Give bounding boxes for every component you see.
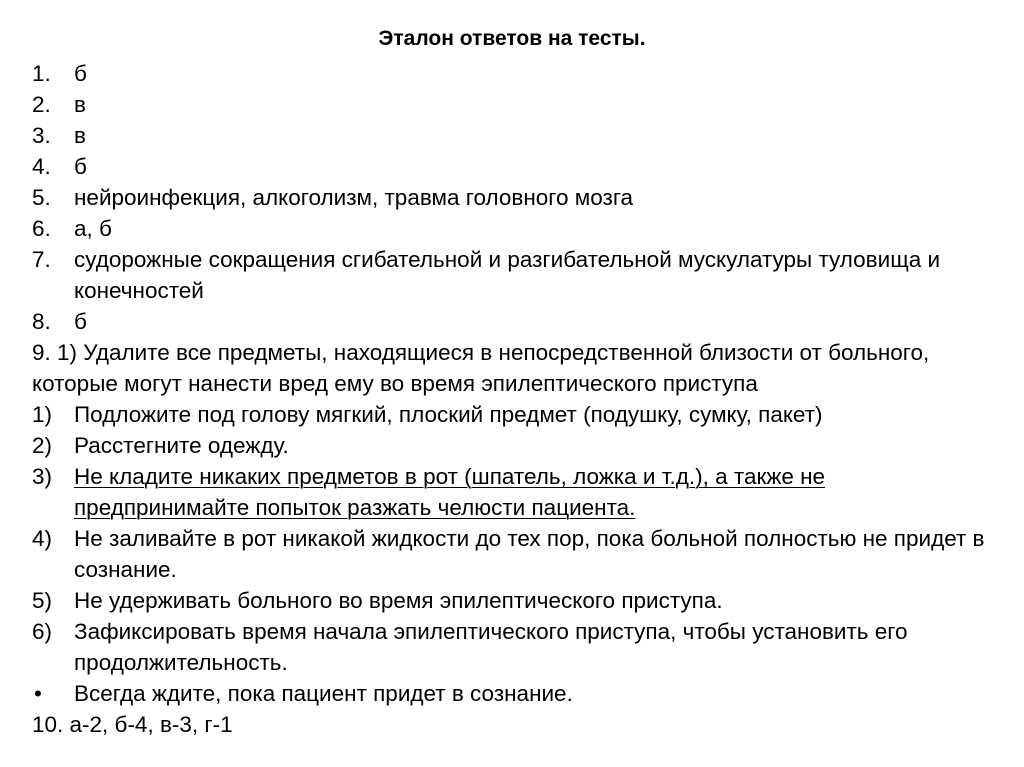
answer-text: а, б xyxy=(74,216,112,241)
answer-item-4 xyxy=(32,151,1002,182)
answer-text: б xyxy=(74,154,87,179)
answer-9-number: 9. 1) xyxy=(32,340,78,365)
step-text: Подложите под голову мягкий, плоский предмет (подушку, сумку, пакет) xyxy=(74,402,823,427)
answer-item-2 xyxy=(32,89,1002,120)
answer-number: 3. xyxy=(32,123,51,148)
answer-item-3 xyxy=(32,120,1002,151)
step-text: Не заливайте в рот никакой жидкости до тех пор, пока больной полностью не придет в сознание. xyxy=(74,526,985,582)
answer-text: нейроинфекция, алкоголизм, травма головного мозга xyxy=(74,185,634,210)
step-item-6 xyxy=(32,616,1002,678)
step-number: 3) xyxy=(32,464,53,489)
step-text: Не удерживать больного во время эпилептического приступа. xyxy=(74,588,723,613)
bullet-item xyxy=(32,678,1002,709)
step-item-5 xyxy=(32,585,1002,616)
answer-number: 6. xyxy=(32,216,51,241)
answer-text xyxy=(32,337,1002,399)
step-number: 6) xyxy=(32,619,53,644)
step-text-underlined: Не кладите никаких предметов в рот (шпатель, ложка и т.д.), а также не предпринимайте попыток разжать челюсти пациента. xyxy=(74,464,826,520)
step-item-1 xyxy=(32,399,1002,430)
answer-item-1 xyxy=(32,58,1002,89)
step-number: 4) xyxy=(32,526,53,551)
answer-item-10 xyxy=(32,709,1002,740)
answer-number: 8. xyxy=(32,309,51,334)
answer-text: судорожные сокращения сгибательной и разгибательной мускулатуры туловища и конечностей xyxy=(74,247,941,303)
answer-item-6 xyxy=(32,213,1002,244)
step-number: 1) xyxy=(32,402,53,427)
answer-number: 5. xyxy=(32,185,51,210)
bullet-marker: • xyxy=(34,681,42,706)
answer-text: в xyxy=(74,123,86,148)
answer-10-text: 10. а-2, б-4, в-3, г-1 xyxy=(32,712,233,737)
answer-item-8 xyxy=(32,306,1002,337)
step-item-2 xyxy=(32,430,1002,461)
answer-text: б xyxy=(74,61,87,86)
step-item-4 xyxy=(32,523,1002,585)
step-number: 2) xyxy=(32,433,53,458)
bullet-text: Всегда ждите, пока пациент придет в сознание. xyxy=(74,681,573,706)
page-title: Эталон ответов на тесты. xyxy=(378,27,646,50)
answer-number: 1. xyxy=(32,61,51,86)
step-text: Расстегните одежду. xyxy=(74,433,289,458)
answer-9-text: Удалите все предметы, находящиеся в непосредственной близости от больного, которые могут нанести вред ему во время эпилептического приступа xyxy=(32,340,930,396)
step-number: 5) xyxy=(32,588,53,613)
step-item-3 xyxy=(32,461,1002,523)
answer-text: б xyxy=(74,309,87,334)
answer-item-9 xyxy=(32,337,1002,399)
answer-list xyxy=(32,58,1002,740)
answer-item-5 xyxy=(32,182,1002,213)
answer-number: 4. xyxy=(32,154,51,179)
answer-text: в xyxy=(74,92,86,117)
answer-number: 2. xyxy=(32,92,51,117)
step-text: Зафиксировать время начала эпилептического приступа, чтобы установить его продолжительность. xyxy=(74,619,908,675)
answer-number: 7. xyxy=(32,247,51,272)
answer-9-lead xyxy=(32,337,1002,399)
answer-item-7 xyxy=(32,244,1002,306)
